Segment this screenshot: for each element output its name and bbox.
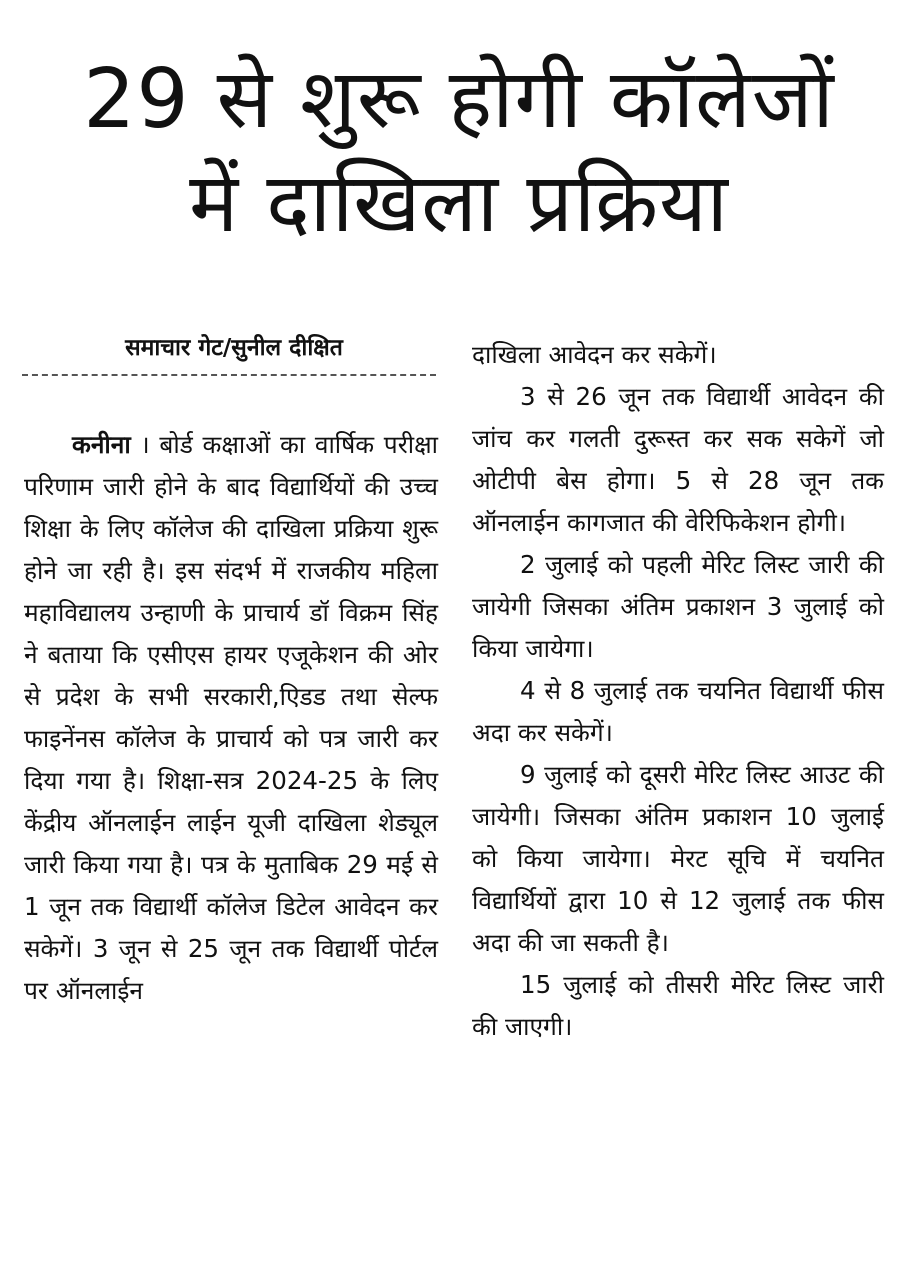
paragraph-1-text: 3 से 26 जून तक विद्यार्थी आवेदन की जांच कर गलती दुरूस्त कर सक सकेगें जो ओटीपी बेस होगा। 5 से 28 जून तक ऑनलाईन कागजात की वेरिफिकेशन होगी। xyxy=(472,382,884,537)
dateline-place: कनीना xyxy=(72,430,131,459)
byline: समाचार गेट/सुनील दीक्षित xyxy=(125,335,343,361)
dashed-divider xyxy=(22,374,436,376)
paragraph-1 xyxy=(472,376,884,544)
headline xyxy=(20,48,898,256)
paragraph-5 xyxy=(472,964,884,1048)
paragraph-3 xyxy=(472,670,884,754)
right-column xyxy=(472,334,884,1048)
paragraph-2-text: 2 जुलाई को पहली मेरिट लिस्ट जारी की जायेगी जिसका अंतिम प्रकाशन 3 जुलाई को किया जायेगा। xyxy=(472,550,884,663)
paragraph-5-text: 15 जुलाई को तीसरी मेरिट लिस्ट जारी की जाएगी। xyxy=(472,970,884,1041)
intro-text: । बोर्ड कक्षाओं का वार्षिक परीक्षा परिणाम जारी होने के बाद विद्यार्थियों की उच्च शिक्षा के लिए कॉलेज की दाखिला प्रक्रिया शुरू होने जा रही है। इस संदर्भ में राजकीय महिला महाविद्यालय उन्हाणी के प्राचार्य डॉ विक्रम सिंह ने बताया कि एसीएस हायर एजूकेशन की ओर से प्रदेश के सभी सरकारी,एिडड तथा सेल्फ फाइनेंनस कॉलेज के प्राचार्य को पत्र जारी कर दिया गया है। शिक्षा-सत्र 2024-25 के लिए केंद्रीय ऑनलाईन लाईन यूजी दाखिला शेड्यूल जारी किया गया है। पत्र के मुताबिक 29 मई से 1 जून तक विद्यार्थी कॉलेज डिटेल आवेदन कर सकेगें। 3 जून से 25 जून तक विद्यार्थी पोर्टल पर ऑनलाईन xyxy=(24,430,438,1005)
continued-text: दाखिला आवेदन कर सकेगें। xyxy=(472,340,717,369)
paragraph-4 xyxy=(472,754,884,964)
paragraph-4-text: 9 जुलाई को दूसरी मेरिट लिस्ट आउट की जायेगी। जिसका अंतिम प्रकाशन 10 जुलाई को किया जायेगा। मेरट सूचि में चयनित विद्यार्थियों द्वारा 10 से 12 जुलाई तक फीस अदा की जा सकती है। xyxy=(472,760,884,957)
intro-paragraph xyxy=(24,424,438,1012)
headline-line-2: में दाखिला प्रक्रिया xyxy=(189,156,729,251)
left-column xyxy=(24,424,438,1012)
headline-line-1: 29 से शुरू होगी कॉलेजों xyxy=(83,52,835,147)
paragraph-3-text: 4 से 8 जुलाई तक चयनित विद्यार्थी फीस अदा कर सकेगें। xyxy=(472,676,884,747)
paragraph-2 xyxy=(472,544,884,670)
